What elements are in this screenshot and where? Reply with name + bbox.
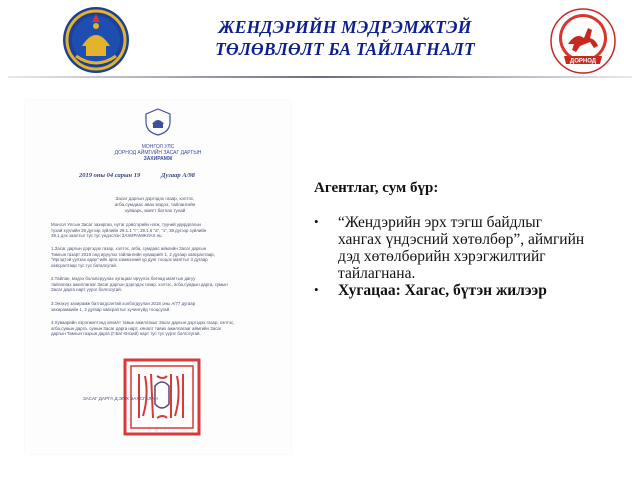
bullet-item-report	[314, 214, 619, 282]
document-signature-line: ЗАСАГ ДАРГА Д.ЭМХ БАЯСГАЛАН	[83, 396, 158, 401]
paragraph-line: захирамжийн 1, 2 дугаар хавсралтыг хүчингүйд тооцсугай.	[51, 306, 171, 312]
bullet-dot-icon: •	[314, 214, 319, 229]
dornod-logo-label: ДОРНОД	[569, 58, 597, 65]
document-clause-4	[51, 320, 275, 337]
bullet-line: “Жендэрийн эрх тэгш байдлыг	[338, 214, 543, 231]
paragraph-line: 39.1 дэх заалтыг тус тус үндэслэн ЗАХИРАМЖЛАХ нь:	[51, 233, 163, 239]
dornod-logo-icon	[550, 8, 616, 74]
bullet-text	[338, 214, 619, 282]
paragraph-line: агба,сумын дарга, сумын Засаг дарга нарт, хяналт тавих ажиллагааг аймгийн Засаг	[51, 325, 222, 331]
document-clause-3	[51, 301, 275, 312]
paragraph-line: 2.Тайлан, мэдээ боловсруулах хугацааг ирүүлэх бөгөөд маягтын дагуу	[51, 276, 196, 281]
document-type: ЗАХИРАМЖ	[143, 156, 173, 162]
document-subject	[95, 196, 215, 214]
document-number: Дугаар А/98	[161, 172, 195, 179]
paragraph-line: даргын Тамгын газрын дарга (Г.Бат-Өлзий) нарт тус тус үүрэг болгосугай.	[51, 331, 201, 337]
mongolia-emblem-icon	[62, 6, 130, 74]
paragraph-line: хавсралтаар тус тус баталсугай.	[51, 262, 117, 268]
document-preamble	[51, 222, 275, 239]
slide-header	[0, 0, 640, 80]
paragraph-line: тайлагнах ажиллагааг Засаг даргын дэргэдэх газар, хэлтэс, агба,сумдын дарга, сумын	[51, 281, 228, 287]
agencies-heading: Агентлаг, сум бүр:	[314, 180, 439, 196]
paragraph-line: тухай хуулийн 29 дүгээр зүйлийн 29.1.1 "г", 29.1.6 "а", "з", 39 дүгээр зүйлийн	[51, 227, 207, 233]
paragraph-line: 1.Засаг даргын дэргэдэх газар, хэлтэс, агба, сумдаас аймгийн Засаг даргын	[51, 246, 207, 251]
bullet-line: дэд хөтөлбөрийн хэрэгжилтийг	[338, 248, 546, 265]
document-emblem-icon	[143, 108, 173, 136]
bullet-item-deadline	[314, 282, 619, 299]
document-clause-1	[51, 246, 275, 268]
paragraph-line: Монгол Улсын Засаг захиргаа, нутаг дэвсгэрийн нэгж, түүний удирдлагын	[51, 222, 201, 227]
paragraph-line: 4.Хуваарийн хэрэгжилтэнд хяналт тавьж ажиллахыг Засаг даргын дэргэдэх газар, хэлтэс,	[51, 320, 235, 325]
title-line-1: ЖЕНДЭРИЙН МЭДРЭМЖТЭЙ	[218, 17, 472, 37]
slide-title	[150, 16, 540, 60]
bullet-line: тайлагнана.	[338, 265, 416, 282]
document-clause-2	[51, 276, 275, 293]
subject-line: агба,сумдаас авах мэдээ, тайлангийн	[114, 202, 196, 207]
scanned-decree-document	[25, 100, 291, 454]
document-country: МОНГОЛ УЛС	[141, 144, 175, 150]
header-divider	[8, 76, 632, 78]
bullet-line: хангах үндэсний хөтөлбөр”, аймгийн	[338, 231, 585, 248]
bullet-dot-icon: •	[314, 282, 319, 297]
bullet-list	[314, 214, 619, 299]
paragraph-line: Засаг дарга нарт үүрэг болгосугай.	[51, 287, 122, 293]
document-authority: ДОРНОД АЙМГИЙН ЗАСАГ ДАРГЫН	[114, 150, 202, 156]
document-date: 2019 оны 04 сарын 19	[79, 172, 141, 179]
paragraph-line: Тамгын газарт 2019 онд ирүүлэх тайлангийн хуваарийг 1, 2 дугаар хавсралтаар,	[51, 251, 215, 257]
subject-line: Засаг даргын дэргэдэх газар, хэлтэс,	[115, 196, 195, 201]
paragraph-line: "Иргэдтэй уулзах өдөр"-ийн арга хэмжээний үр дүнг тооцох маягтыг 3 дугаар	[51, 257, 208, 263]
bullet-text	[338, 282, 619, 299]
bullet-line: Хугацаа: Хагас, бүтэн жилээр	[338, 282, 547, 299]
title-line-2: ТӨЛӨВЛӨЛТ БА ТАЙЛАГНАЛТ	[215, 39, 475, 59]
subject-line: хуваарь, маягт батлах тухай	[124, 208, 186, 213]
paragraph-line: 3.Энэхүү захирамж батлагдсантай холбогдуулан 2018 оны А/77 дугаар	[51, 301, 196, 306]
